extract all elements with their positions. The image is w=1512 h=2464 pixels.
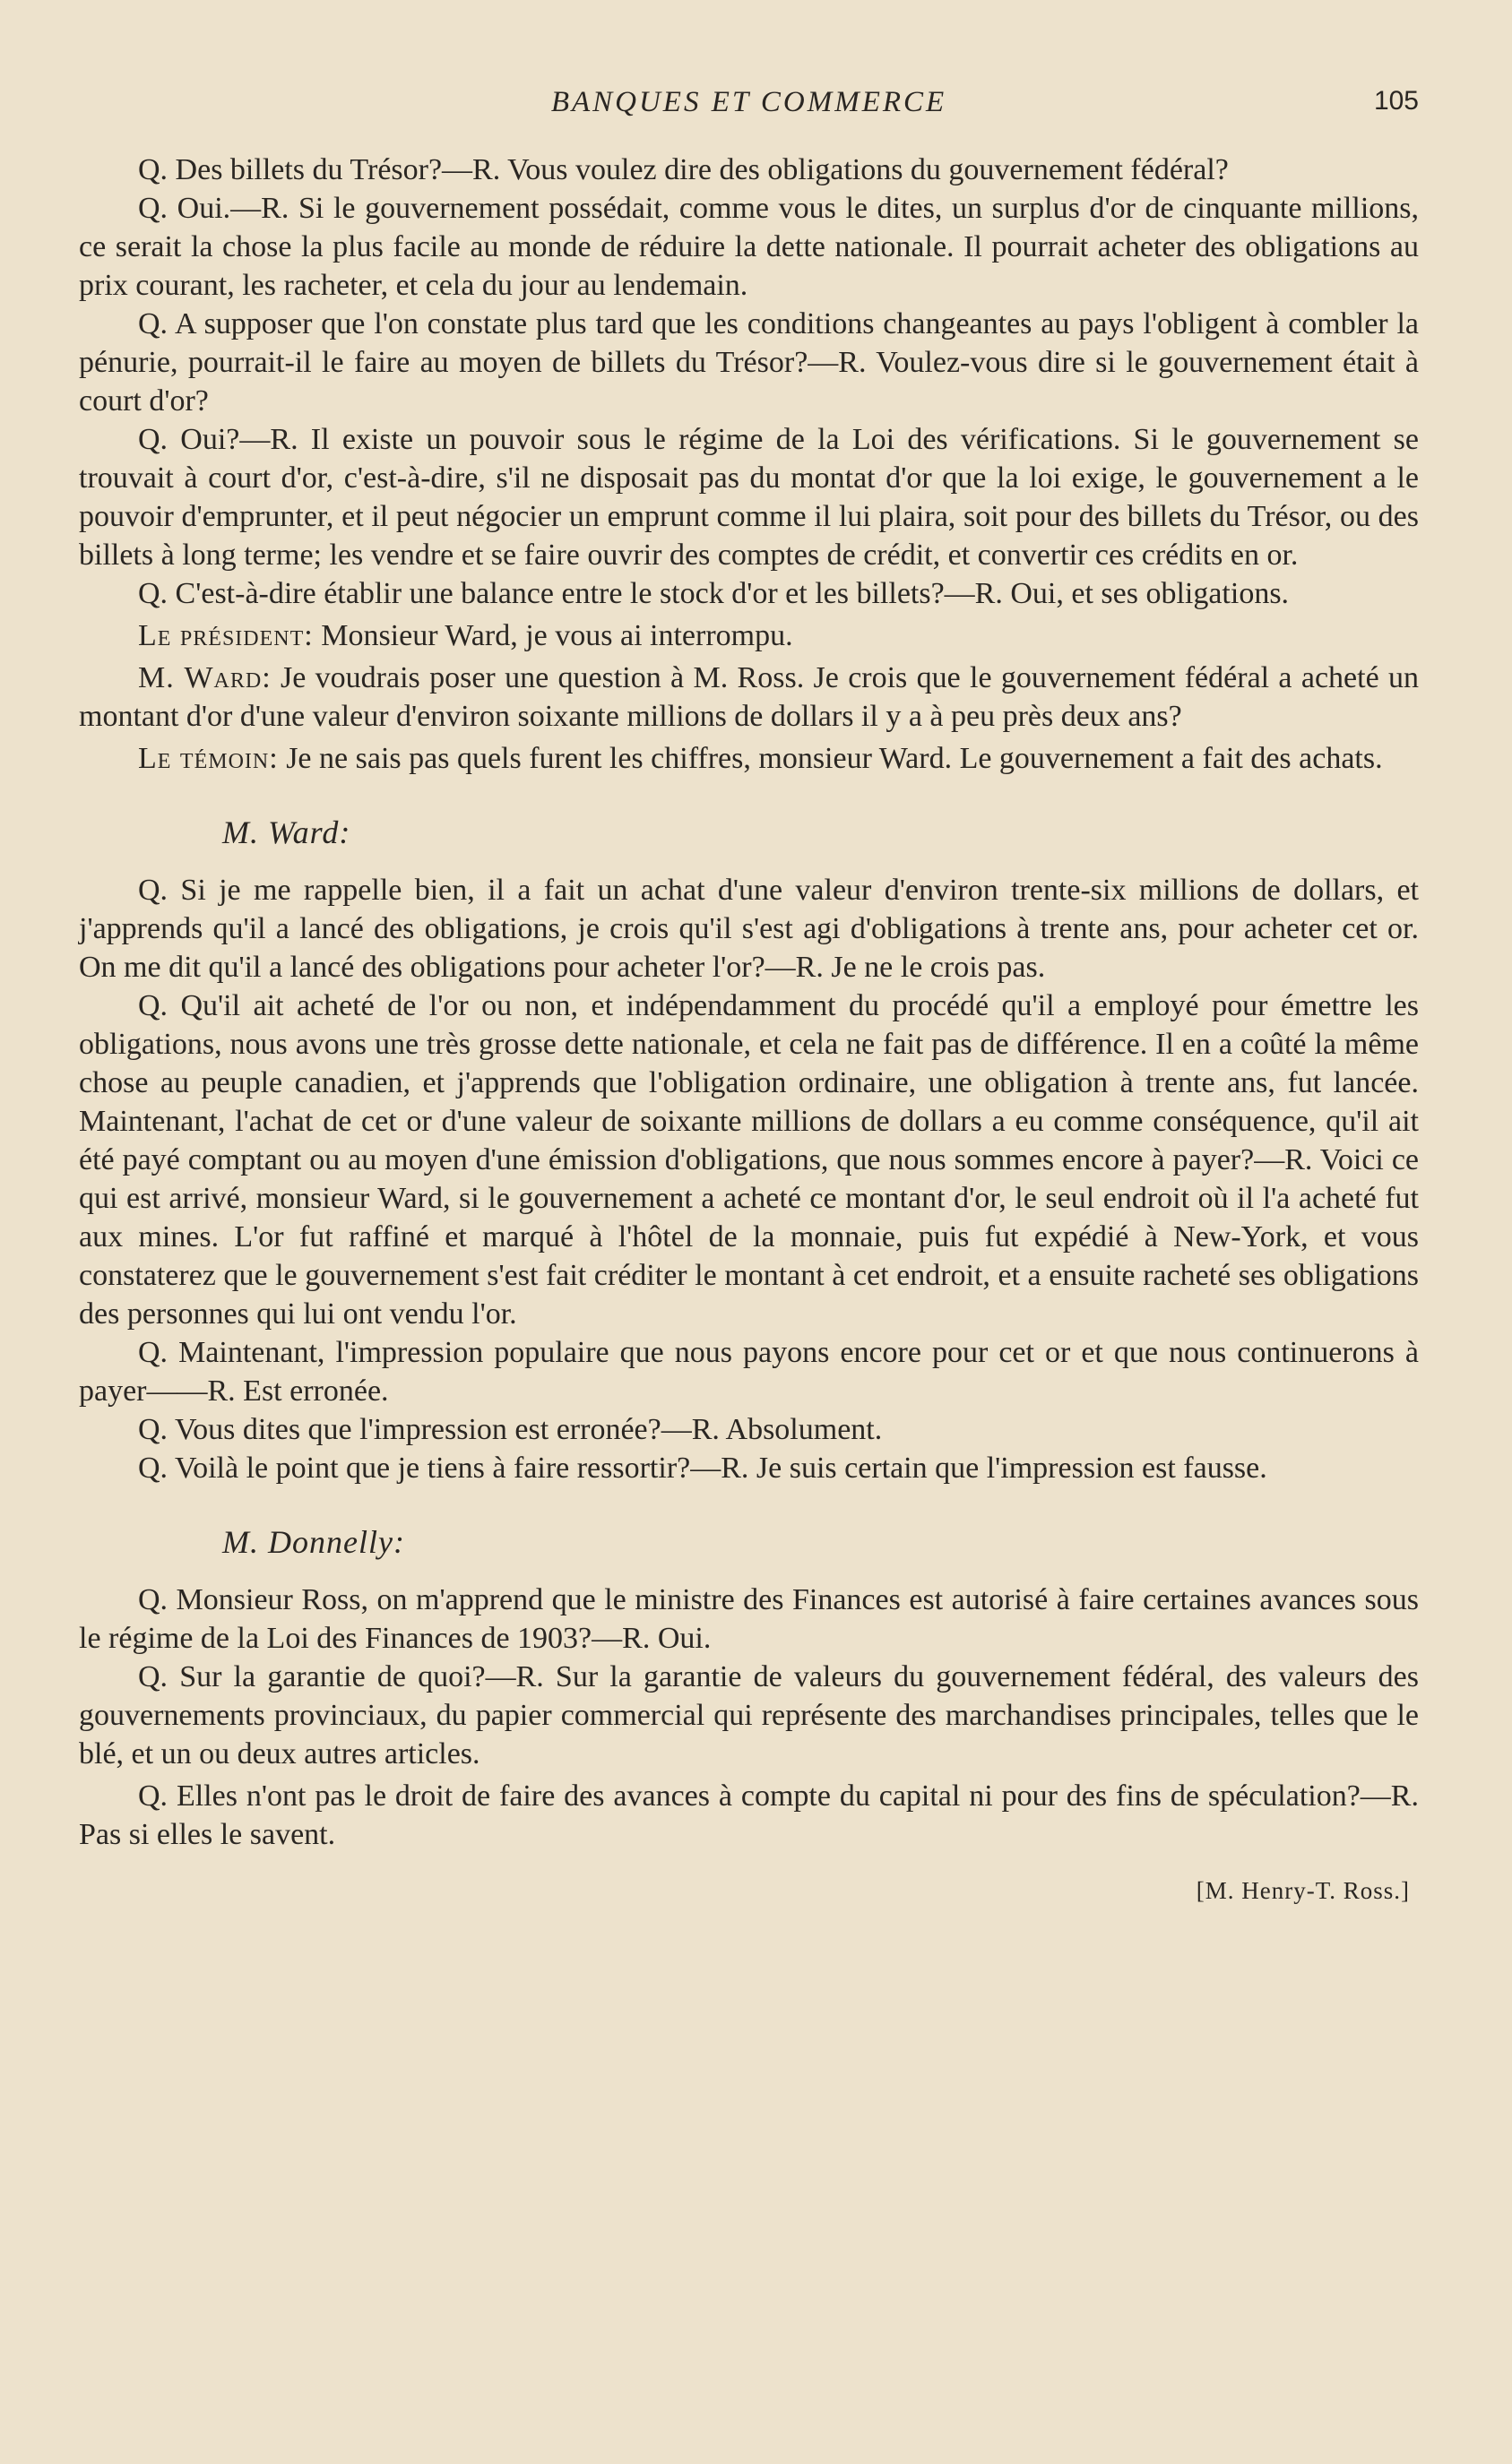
speaker-label: M. Ward:: [138, 661, 272, 694]
paragraph: Q. Sur la garantie de quoi?—R. Sur la garantie de valeurs du gouvernement fédéral, des valeurs des gouvernements provinciaux, du papier commercial qui représente des marchandises principales, telles que le blé, et un ou deux autres articles.: [79, 1660, 1419, 1770]
speaker-reference: [M. Henry-T. Ross.]: [1196, 1877, 1410, 1904]
paragraph: Q. Elles n'ont pas le droit de faire des avances à compte du capital ni pour des fins de spéculation?—R. Pas si elles le savent.: [79, 1779, 1419, 1851]
section-speaker-ward: M. Ward:: [222, 814, 351, 850]
paragraph: Q. A supposer que l'on constate plus tard que les conditions changeantes au pays l'obligent à combler la pénurie, pourrait-il le faire au moyen de billets du Trésor?—R. Voulez-vous dire si le gouvernement était à court d'or?: [79, 307, 1419, 418]
paragraph: Q. Oui?—R. Il existe un pouvoir sous le régime de la Loi des vérifications. Si le gouvernement se trouvait à court d'or, c'est-à-dire, s'il ne disposait pas du montat d'or que la loi exige, le gouvernement a le pouvoir d'emprunter, et il peut négocier un emprunt comme il lui plaira, soit pour des billets du Trésor, ou des billets à long terme; les vendre et se faire ouvrir des comptes de crédit, et convertir ces crédits en or.: [79, 423, 1419, 572]
section-speaker-donnelly: M. Donnelly:: [222, 1524, 405, 1560]
page-number: 105: [1373, 86, 1419, 116]
running-title: BANQUES ET COMMERCE: [550, 86, 947, 118]
statement-text: Je voudrais poser une question à M. Ross. Je crois que le gouvernement fédéral a acheté un montant d'or d'une valeur d'environ soixante millions de dollars il y a à peu près deux ans?: [79, 661, 1420, 733]
running-head: [79, 86, 1419, 133]
paragraph: Q. Oui.—R. Si le gouvernement possédait, comme vous le dites, un surplus d'or de cinquante millions, ce serait la chose la plus facile au monde de réduire la dette nationale. Il pourrait acheter des obligations au prix courant, les racheter, et cela du jour au lendemain.: [79, 192, 1419, 302]
ward-statement: [79, 659, 1419, 736]
paragraph: Q. Des billets du Trésor?—R. Vous voulez dire des obligations du gouvernement fédéral?: [138, 153, 1229, 186]
president-statement: [79, 616, 1419, 655]
paragraph: Q. Si je me rappelle bien, il a fait un achat d'une valeur d'environ trente-six millions de dollars, et j'apprends qu'il a lancé des obligations, je crois qu'il s'est agi d'obligations à trente ans, pour acheter cet or. On me dit qu'il a lancé des obligations pour acheter l'or?—R. Je ne le crois pas.: [79, 874, 1419, 984]
paragraph: Q. C'est-à-dire établir une balance entre le stock d'or et les billets?—R. Oui, et ses obligations.: [138, 577, 1290, 610]
speaker-label: Le témoin:: [138, 742, 279, 775]
paragraph: Q. Voilà le point que je tiens à faire ressortir?—R. Je suis certain que l'impression est fausse.: [138, 1452, 1267, 1485]
paragraph: Q. Qu'il ait acheté de l'or ou non, et indépendamment du procédé qu'il a employé pour émettre les obligations, nous avons une très grosse dette nationale, et cela ne fait pas de différence. Il en a coûté la même chose au peuple canadien, et j'apprends que l'obligation ordinaire, une obligation à trente ans, fut lancée. Maintenant, l'achat de cet or d'une valeur de soixante millions de dollars a eu comme conséquence, qu'il ait été payé comptant ou au moyen d'une émission d'obligations, que nous sommes encore à payer?—R. Voici ce qui est arrivé, monsieur Ward, si le gouvernement a acheté ce montant d'or, le seul endroit où il l'a acheté fut aux mines. L'or fut raffiné et marqué à l'hôtel de la monnaie, puis fut expédié à New-York, et vous constaterez que le gouvernement s'est fait créditer le montant à cet endroit, et a ensuite racheté ses obligations des personnes qui lui ont vendu l'or.: [79, 989, 1419, 1331]
speaker-label: Le président:: [138, 619, 314, 652]
paragraph: Q. Maintenant, l'impression populaire que nous payons encore pour cet or et que nous continuerons à payer——R. Est erronée.: [79, 1336, 1419, 1408]
witness-statement: [79, 739, 1419, 778]
paragraph: Q. Vous dites que l'impression est erronée?—R. Absolument.: [138, 1413, 883, 1446]
statement-text: Monsieur Ward, je vous ai interrompu.: [321, 619, 793, 652]
statement-text: Je ne sais pas quels furent les chiffres, monsieur Ward. Le gouvernement a fait des achats.: [286, 742, 1383, 775]
paragraph: Q. Monsieur Ross, on m'apprend que le ministre des Finances est autorisé à faire certaines avances sous le régime de la Loi des Finances de 1903?—R. Oui.: [79, 1583, 1419, 1655]
